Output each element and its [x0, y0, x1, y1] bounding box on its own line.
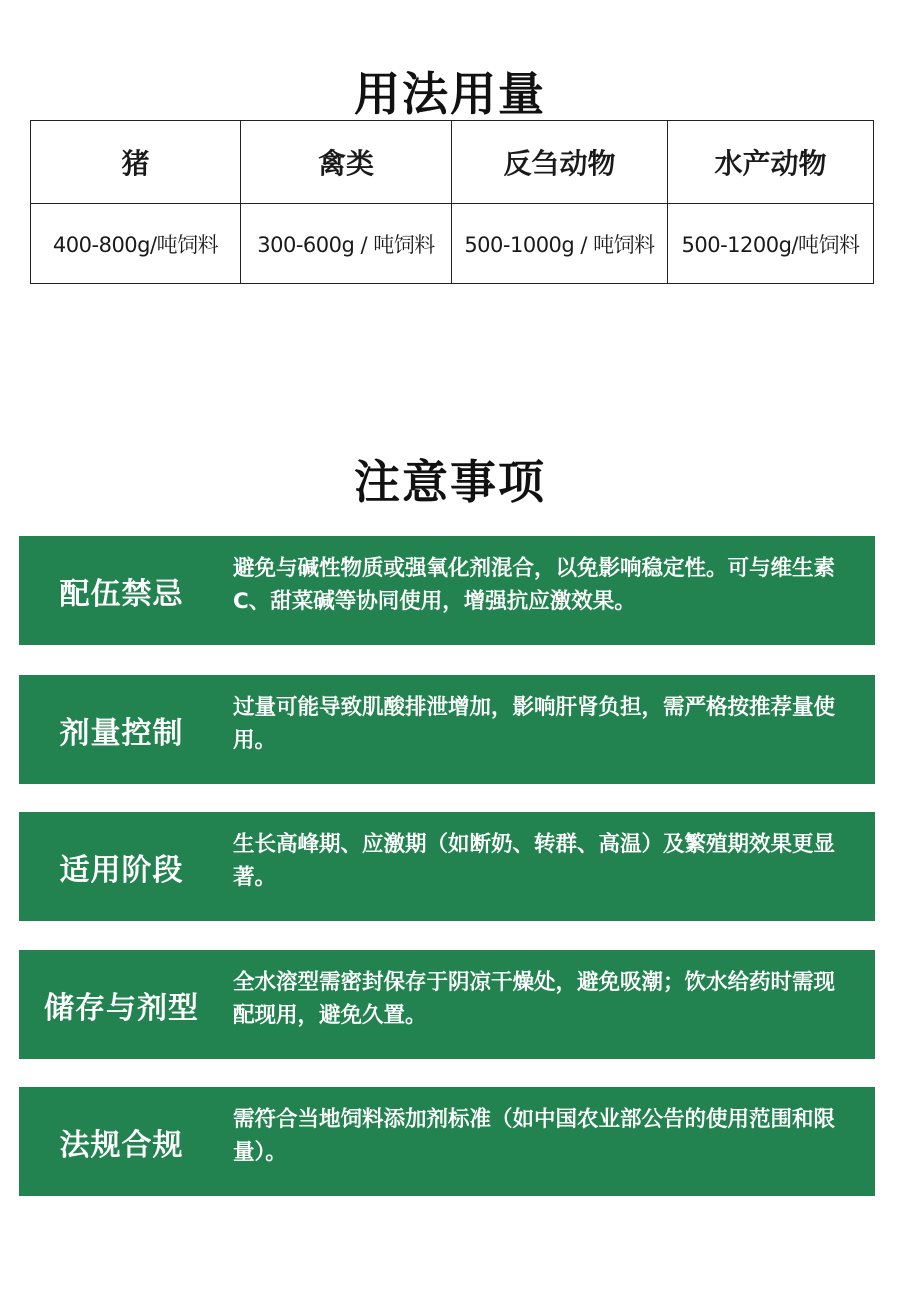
note-label: 储存与剂型	[44, 990, 199, 1026]
note-text: 生长高峰期、应激期（如断奶、转群、高温）及繁殖期效果更显著。	[233, 832, 836, 890]
note-label: 配伍禁忌	[59, 576, 184, 612]
column-header-pig: 猪	[31, 121, 241, 204]
usage-section-title: 用法用量	[354, 66, 546, 121]
dose-cell-ruminant: 500-1000g / 吨饲料	[452, 204, 668, 284]
column-header-aquatic: 水产动物	[668, 121, 874, 204]
note-label: 适用阶段	[59, 852, 184, 888]
note-label: 法规合规	[59, 1127, 184, 1163]
note-card-compatibility	[19, 536, 875, 645]
note-text: 全水溶型需密封保存于阴凉干燥处，避免吸潮；饮水给药时需现配现用，避免久置。	[233, 970, 836, 1028]
table-header-row	[31, 121, 874, 204]
usage-dosage-table	[30, 120, 874, 284]
note-label: 剂量控制	[59, 715, 184, 751]
notes-section-title: 注意事项	[354, 454, 546, 509]
column-header-ruminant: 反刍动物	[452, 121, 668, 204]
note-card-dosage-control	[19, 675, 875, 784]
dose-cell-aquatic: 500-1200g/吨饲料	[668, 204, 874, 284]
note-card-applicable-stage	[19, 812, 875, 921]
note-text: 避免与碱性物质或强氧化剂混合，以免影响稳定性。可与维生素 C、甜菜碱等协同使用，增强抗应激效果。	[233, 556, 836, 614]
dose-cell-poultry: 300-600g / 吨饲料	[241, 204, 452, 284]
note-card-compliance	[19, 1087, 875, 1196]
note-text: 过量可能导致肌酸排泄增加，影响肝肾负担，需严格按推荐量使用。	[233, 695, 836, 753]
note-text: 需符合当地饲料添加剂标准（如中国农业部公告的使用范围和限量）。	[233, 1107, 836, 1165]
table-dose-row	[31, 204, 874, 284]
note-card-storage	[19, 950, 875, 1059]
column-header-poultry: 禽类	[241, 121, 452, 204]
dose-cell-pig: 400-800g/吨饲料	[31, 204, 241, 284]
